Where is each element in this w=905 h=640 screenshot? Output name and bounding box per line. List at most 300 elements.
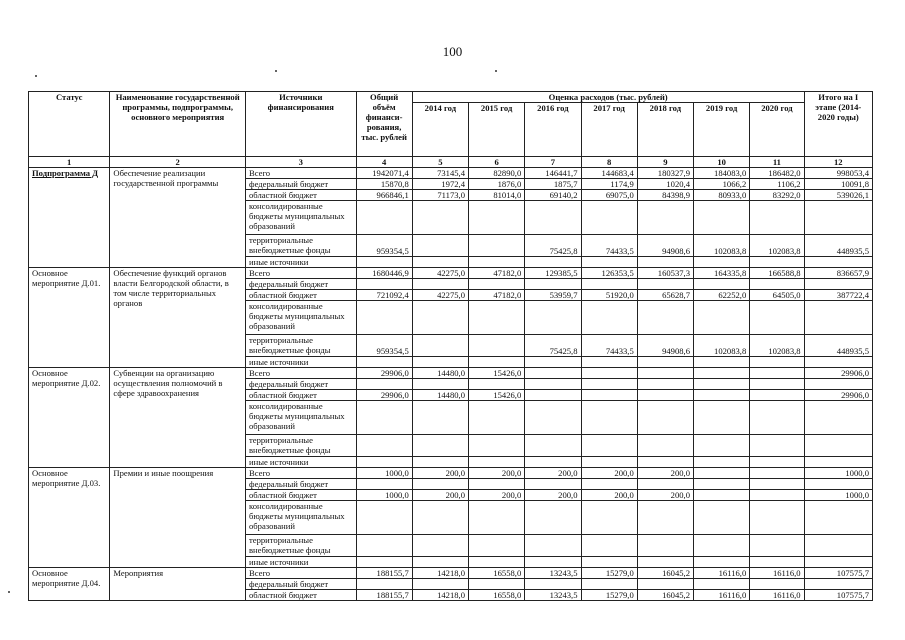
value-cell — [469, 501, 525, 535]
header-sources: Источники финансирования — [246, 92, 357, 157]
value-cell — [525, 301, 581, 335]
value-cell — [581, 201, 637, 235]
source-cell: Всего — [246, 268, 357, 279]
column-number: 12 — [804, 157, 872, 168]
value-cell — [412, 257, 468, 268]
value-cell: 188155,7 — [356, 568, 412, 579]
value-cell: 107575,7 — [804, 568, 872, 579]
value-cell — [750, 390, 804, 401]
value-cell — [525, 479, 581, 490]
value-cell — [694, 479, 750, 490]
value-cell: 29906,0 — [356, 368, 412, 379]
value-cell: 14218,0 — [412, 590, 468, 601]
value-cell — [804, 357, 872, 368]
column-number: 6 — [469, 157, 525, 168]
value-cell — [750, 279, 804, 290]
value-cell — [694, 457, 750, 468]
value-cell — [469, 357, 525, 368]
header-year: 2017 год — [581, 103, 637, 157]
value-cell — [750, 490, 804, 501]
value-cell — [412, 357, 468, 368]
value-cell — [804, 535, 872, 557]
status-cell: Основное мероприятие Д.03. — [29, 468, 110, 568]
value-cell — [637, 379, 693, 390]
value-cell — [694, 490, 750, 501]
value-cell — [750, 357, 804, 368]
table-row — [29, 468, 873, 479]
value-cell: 42275,0 — [412, 268, 468, 279]
value-cell — [469, 579, 525, 590]
value-cell: 74433,5 — [581, 335, 637, 357]
header-name: Наименование государственной программы, подпрограммы, основного мероприятия — [110, 92, 246, 157]
value-cell: 200,0 — [581, 490, 637, 501]
value-cell — [356, 401, 412, 435]
value-cell — [581, 301, 637, 335]
value-cell — [804, 279, 872, 290]
value-cell — [804, 201, 872, 235]
value-cell — [525, 501, 581, 535]
value-cell: 53959,7 — [525, 290, 581, 301]
value-cell — [804, 401, 872, 435]
value-cell: 65628,7 — [637, 290, 693, 301]
status-cell: Подпрограмма Д — [29, 168, 110, 268]
source-cell: Всего — [246, 468, 357, 479]
source-cell: Всего — [246, 168, 357, 179]
value-cell: 82890,0 — [469, 168, 525, 179]
value-cell — [412, 479, 468, 490]
value-cell — [356, 457, 412, 468]
value-cell — [412, 401, 468, 435]
value-cell — [804, 379, 872, 390]
value-cell: 1000,0 — [804, 490, 872, 501]
value-cell — [356, 501, 412, 535]
value-cell — [694, 390, 750, 401]
value-cell: 186482,0 — [750, 168, 804, 179]
value-cell — [412, 535, 468, 557]
value-cell: 10091,8 — [804, 179, 872, 190]
value-cell — [581, 557, 637, 568]
source-cell: областной бюджет — [246, 590, 357, 601]
column-numbers-row — [29, 157, 873, 168]
value-cell — [412, 335, 468, 357]
value-cell — [750, 501, 804, 535]
value-cell — [804, 579, 872, 590]
column-number: 11 — [750, 157, 804, 168]
value-cell — [469, 201, 525, 235]
value-cell — [356, 557, 412, 568]
page-number: 100 — [442, 44, 463, 59]
value-cell — [694, 535, 750, 557]
value-cell: 16116,0 — [750, 568, 804, 579]
source-cell: федеральный бюджет — [246, 379, 357, 390]
value-cell — [750, 479, 804, 490]
value-cell: 166588,8 — [750, 268, 804, 279]
value-cell — [525, 557, 581, 568]
value-cell: 107575,7 — [804, 590, 872, 601]
value-cell — [750, 201, 804, 235]
value-cell — [694, 435, 750, 457]
scan-speck — [495, 70, 497, 72]
value-cell: 1972,4 — [412, 179, 468, 190]
value-cell: 1680446,9 — [356, 268, 412, 279]
value-cell: 1000,0 — [356, 490, 412, 501]
column-number: 10 — [694, 157, 750, 168]
value-cell — [412, 235, 468, 257]
value-cell: 14480,0 — [412, 390, 468, 401]
value-cell — [525, 368, 581, 379]
value-cell: 16116,0 — [750, 590, 804, 601]
name-cell: Мероприятия — [110, 568, 246, 601]
value-cell — [356, 435, 412, 457]
value-cell — [637, 257, 693, 268]
value-cell — [525, 279, 581, 290]
value-cell: 16558,0 — [469, 568, 525, 579]
header-year: 2014 год — [412, 103, 468, 157]
budget-table — [28, 91, 873, 601]
value-cell — [804, 501, 872, 535]
value-cell — [525, 201, 581, 235]
value-cell: 184083,0 — [694, 168, 750, 179]
value-cell — [469, 335, 525, 357]
value-cell: 998053,4 — [804, 168, 872, 179]
value-cell: 47182,0 — [469, 268, 525, 279]
value-cell: 94908,6 — [637, 335, 693, 357]
value-cell — [469, 479, 525, 490]
value-cell — [694, 579, 750, 590]
value-cell — [412, 557, 468, 568]
source-cell: Всего — [246, 368, 357, 379]
value-cell — [694, 357, 750, 368]
value-cell: 102083,8 — [694, 335, 750, 357]
value-cell — [637, 435, 693, 457]
value-cell — [581, 257, 637, 268]
value-cell — [469, 379, 525, 390]
name-cell: Субвенции на организацию осуществления полномочий в сфере здравоохранения — [110, 368, 246, 468]
source-cell: областной бюджет — [246, 490, 357, 501]
header-itog: Итого на I этапе (2014-2020 годы) — [804, 92, 872, 157]
value-cell: 15279,0 — [581, 568, 637, 579]
header-year: 2018 год — [637, 103, 693, 157]
value-cell: 1020,4 — [637, 179, 693, 190]
value-cell: 84398,9 — [637, 190, 693, 201]
source-cell: федеральный бюджет — [246, 279, 357, 290]
value-cell — [694, 379, 750, 390]
value-cell — [469, 235, 525, 257]
value-cell: 102083,8 — [694, 235, 750, 257]
value-cell: 71173,0 — [412, 190, 468, 201]
header-total: Общий объём финанси-рования, тыс. рублей — [356, 92, 412, 157]
value-cell: 1000,0 — [804, 468, 872, 479]
value-cell — [750, 557, 804, 568]
value-cell: 200,0 — [469, 468, 525, 479]
value-cell: 1106,2 — [750, 179, 804, 190]
value-cell — [637, 279, 693, 290]
value-cell: 200,0 — [525, 490, 581, 501]
header-year: 2020 год — [750, 103, 804, 157]
value-cell: 74433,5 — [581, 235, 637, 257]
value-cell — [412, 279, 468, 290]
value-cell — [637, 501, 693, 535]
source-cell: территориальные внебюджетные фонды — [246, 335, 357, 357]
value-cell — [637, 535, 693, 557]
value-cell: 69075,0 — [581, 190, 637, 201]
column-number: 2 — [110, 157, 246, 168]
source-cell: федеральный бюджет — [246, 479, 357, 490]
header-year: 2016 год — [525, 103, 581, 157]
value-cell — [750, 579, 804, 590]
table-row — [29, 268, 873, 279]
value-cell — [581, 368, 637, 379]
value-cell — [637, 579, 693, 590]
value-cell — [804, 301, 872, 335]
value-cell — [694, 468, 750, 479]
value-cell — [694, 501, 750, 535]
value-cell: 80933,0 — [694, 190, 750, 201]
page-bottom-edge — [0, 633, 905, 640]
source-cell: областной бюджет — [246, 190, 357, 201]
value-cell — [750, 457, 804, 468]
source-cell: областной бюджет — [246, 390, 357, 401]
value-cell — [525, 379, 581, 390]
value-cell — [750, 301, 804, 335]
source-cell: территориальные внебюджетные фонды — [246, 435, 357, 457]
source-cell: областной бюджет — [246, 290, 357, 301]
header-year: 2015 год — [469, 103, 525, 157]
value-cell — [469, 279, 525, 290]
value-cell — [750, 468, 804, 479]
value-cell — [356, 279, 412, 290]
value-cell — [525, 579, 581, 590]
value-cell — [525, 390, 581, 401]
header-estimate: Оценка расходов (тыс. рублей) — [412, 92, 804, 103]
value-cell: 29906,0 — [356, 390, 412, 401]
value-cell — [637, 357, 693, 368]
value-cell — [637, 301, 693, 335]
value-cell — [694, 279, 750, 290]
value-cell: 69140,2 — [525, 190, 581, 201]
value-cell: 102083,8 — [750, 335, 804, 357]
value-cell — [804, 435, 872, 457]
value-cell — [581, 479, 637, 490]
name-cell: Премии и иные поощрения — [110, 468, 246, 568]
status-cell: Основное мероприятие Д.04. — [29, 568, 110, 601]
value-cell — [637, 457, 693, 468]
value-cell: 51920,0 — [581, 290, 637, 301]
value-cell — [469, 401, 525, 435]
value-cell: 1000,0 — [356, 468, 412, 479]
column-number: 7 — [525, 157, 581, 168]
value-cell — [356, 579, 412, 590]
value-cell — [804, 479, 872, 490]
value-cell: 83292,0 — [750, 190, 804, 201]
value-cell: 29906,0 — [804, 368, 872, 379]
value-cell — [412, 457, 468, 468]
value-cell — [694, 257, 750, 268]
value-cell: 959354,5 — [356, 335, 412, 357]
value-cell — [694, 201, 750, 235]
value-cell: 1066,2 — [694, 179, 750, 190]
value-cell: 200,0 — [581, 468, 637, 479]
source-cell: Всего — [246, 568, 357, 579]
value-cell: 146441,7 — [525, 168, 581, 179]
value-cell: 15426,0 — [469, 368, 525, 379]
table-row — [29, 568, 873, 579]
value-cell: 144683,4 — [581, 168, 637, 179]
value-cell: 15426,0 — [469, 390, 525, 401]
source-cell: иные источники — [246, 357, 357, 368]
value-cell — [356, 257, 412, 268]
value-cell — [637, 401, 693, 435]
value-cell — [356, 201, 412, 235]
value-cell — [356, 535, 412, 557]
name-cell: Обеспечение реализации государственной программы — [110, 168, 246, 268]
value-cell — [356, 479, 412, 490]
status-cell: Основное мероприятие Д.02. — [29, 368, 110, 468]
value-cell — [469, 557, 525, 568]
column-number: 8 — [581, 157, 637, 168]
value-cell — [637, 390, 693, 401]
value-cell: 15279,0 — [581, 590, 637, 601]
source-cell: иные источники — [246, 257, 357, 268]
value-cell — [581, 357, 637, 368]
source-cell: консолидированные бюджеты муниципальных образований — [246, 301, 357, 335]
value-cell: 102083,8 — [750, 235, 804, 257]
value-cell — [412, 501, 468, 535]
value-cell — [469, 535, 525, 557]
value-cell: 1875,7 — [525, 179, 581, 190]
source-cell: иные источники — [246, 457, 357, 468]
value-cell: 16116,0 — [694, 568, 750, 579]
source-cell: консолидированные бюджеты муниципальных образований — [246, 401, 357, 435]
value-cell: 126353,5 — [581, 268, 637, 279]
table-row — [29, 168, 873, 179]
value-cell: 966846,1 — [356, 190, 412, 201]
value-cell: 448935,5 — [804, 335, 872, 357]
column-number: 3 — [246, 157, 357, 168]
value-cell — [525, 357, 581, 368]
value-cell: 959354,5 — [356, 235, 412, 257]
value-cell — [750, 435, 804, 457]
value-cell — [637, 201, 693, 235]
header-year: 2019 год — [694, 103, 750, 157]
value-cell: 387722,4 — [804, 290, 872, 301]
value-cell — [581, 279, 637, 290]
value-cell: 200,0 — [412, 490, 468, 501]
value-cell — [412, 579, 468, 590]
value-cell — [694, 401, 750, 435]
value-cell: 200,0 — [412, 468, 468, 479]
source-cell: территориальные внебюджетные фонды — [246, 235, 357, 257]
value-cell — [525, 401, 581, 435]
value-cell: 1876,0 — [469, 179, 525, 190]
value-cell: 16045,2 — [637, 568, 693, 579]
name-cell: Обеспечение функций органов власти Белгородской области, в том числе территориальных органов — [110, 268, 246, 368]
value-cell: 188155,7 — [356, 590, 412, 601]
value-cell: 13243,5 — [525, 590, 581, 601]
value-cell: 42275,0 — [412, 290, 468, 301]
value-cell: 14218,0 — [412, 568, 468, 579]
value-cell: 73145,4 — [412, 168, 468, 179]
value-cell — [694, 368, 750, 379]
value-cell: 721092,4 — [356, 290, 412, 301]
value-cell — [694, 557, 750, 568]
value-cell: 200,0 — [637, 490, 693, 501]
source-cell: консолидированные бюджеты муниципальных образований — [246, 501, 357, 535]
source-cell: федеральный бюджет — [246, 579, 357, 590]
value-cell — [750, 368, 804, 379]
table-row — [29, 368, 873, 379]
value-cell — [469, 257, 525, 268]
value-cell: 15870,8 — [356, 179, 412, 190]
value-cell: 448935,5 — [804, 235, 872, 257]
scan-speck — [8, 591, 10, 593]
value-cell — [581, 435, 637, 457]
value-cell: 160537,3 — [637, 268, 693, 279]
source-cell: иные источники — [246, 557, 357, 568]
value-cell — [581, 457, 637, 468]
value-cell: 94908,6 — [637, 235, 693, 257]
value-cell — [804, 457, 872, 468]
value-cell — [804, 257, 872, 268]
value-cell — [581, 535, 637, 557]
value-cell: 836657,9 — [804, 268, 872, 279]
value-cell: 164335,8 — [694, 268, 750, 279]
value-cell — [469, 457, 525, 468]
value-cell: 200,0 — [637, 468, 693, 479]
value-cell: 62252,0 — [694, 290, 750, 301]
value-cell — [412, 435, 468, 457]
value-cell — [581, 579, 637, 590]
value-cell — [469, 301, 525, 335]
value-cell: 16116,0 — [694, 590, 750, 601]
value-cell: 16558,0 — [469, 590, 525, 601]
value-cell — [637, 368, 693, 379]
value-cell: 200,0 — [525, 468, 581, 479]
scan-speck — [35, 75, 37, 77]
budget-table-body — [29, 157, 873, 601]
value-cell: 75425,8 — [525, 335, 581, 357]
value-cell — [581, 390, 637, 401]
value-cell: 47182,0 — [469, 290, 525, 301]
value-cell — [525, 435, 581, 457]
value-cell — [356, 379, 412, 390]
value-cell: 16045,2 — [637, 590, 693, 601]
value-cell — [750, 257, 804, 268]
value-cell: 29906,0 — [804, 390, 872, 401]
value-cell — [637, 479, 693, 490]
value-cell — [525, 535, 581, 557]
value-cell: 200,0 — [469, 490, 525, 501]
value-cell: 75425,8 — [525, 235, 581, 257]
source-cell: консолидированные бюджеты муниципальных образований — [246, 201, 357, 235]
value-cell: 180327,9 — [637, 168, 693, 179]
value-cell: 129385,5 — [525, 268, 581, 279]
value-cell — [750, 535, 804, 557]
value-cell — [637, 557, 693, 568]
value-cell — [694, 301, 750, 335]
column-number: 9 — [637, 157, 693, 168]
value-cell: 14480,0 — [412, 368, 468, 379]
value-cell — [469, 435, 525, 457]
value-cell — [412, 201, 468, 235]
value-cell: 539026,1 — [804, 190, 872, 201]
column-number: 1 — [29, 157, 110, 168]
value-cell — [412, 379, 468, 390]
value-cell — [581, 501, 637, 535]
header-status: Статус — [29, 92, 110, 157]
value-cell: 64505,0 — [750, 290, 804, 301]
value-cell: 13243,5 — [525, 568, 581, 579]
